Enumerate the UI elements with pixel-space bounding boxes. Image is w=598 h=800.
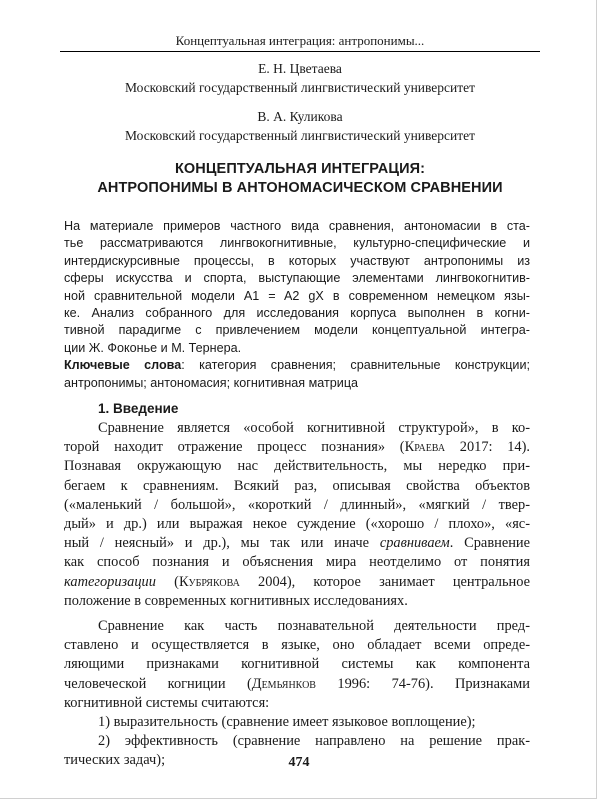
body-line: категоризации (Кубрякова 2004), которое занимает центральное [64,573,531,590]
body-line: Познавая окружающую нас действительность, мы нередко при- [64,458,530,475]
body-line: положение в современных когнитивных исследованиях. [64,592,408,609]
body-line: торой находит отражение процесс познания» (Краева 2017: 14). [64,439,530,456]
author-name: Е. Н. Цветаева [258,61,342,76]
abstract [64,218,530,392]
abstract-line: ции Ж. Фоконье и М. Тернера. [64,340,242,355]
body-line: Сравнение как часть познавательной деятельности пред- [98,618,530,634]
title-line: АНТРОПОНИМЫ В АНТОНОМАСИЧЕСКОМ СРАВНЕНИИ [97,180,503,196]
list-item: 2) эффективность (сравнение направлено на решение прак- [98,733,530,750]
title-line: КОНЦЕПТУАЛЬНАЯ ИНТЕГРАЦИЯ: [174,161,426,177]
body-paragraph-2 [64,617,530,771]
body-line: бегаем к сравнениям. Всякий раз, описывая свойства объектов [64,477,530,494]
article-title [60,160,540,198]
abstract-line: интердискурсивные процессы, в которых участвуют антропонимы из [64,253,530,268]
citation-author: Демьянков [251,675,316,692]
emphasis: категоризации [64,573,156,590]
body-paragraph-1 [64,419,530,611]
author-block-2 [60,107,540,145]
abstract-line: ке. Анализ собранного для исследования корпуса выполнен в когни- [64,306,530,321]
author-affiliation: Московский государственный лингвистический университет [124,80,476,95]
keywords-label: Ключевые слова [64,358,182,373]
body-line: когнитивной системы считаются: [64,694,270,711]
list-item-continuation: тических задач); [64,752,166,769]
body-line: дый» и др.) или выражая некое суждение («хорошо / плохо», «яс- [64,516,530,533]
author-name: В. А. Куликова [257,109,343,124]
body-line: («маленький / большой», «короткий / длинный», «мягкий / твер- [64,496,530,513]
body-line: человеческой когниции (Демьянков 1996: 74-76). Признаками [64,675,530,692]
abstract-line: тивной парадигме с привлечением модели концептуальной интегра- [64,323,530,338]
running-head: Концептуальная интеграция: антропонимы... [175,33,425,48]
citation-author: Краева [404,439,446,456]
list-item: 1) выразительность (сравнение имеет языковое воплощение); [98,714,476,731]
author-affiliation: Московский государственный лингвистический университет [124,128,476,143]
author-block-1 [60,59,540,97]
header-rule [60,51,540,52]
citation-author: Кубрякова [178,573,240,590]
abstract-line: сферы искусства и спорта, выступающие элементами лингвокогнитив- [64,271,530,286]
body-line: Сравнение является «особой когнитивной структурой», в ко- [98,420,530,436]
body-line: как способ познания и объяснения мира неотделимо от понятия [64,554,530,571]
abstract-line: ной сравнительной модели A1 = A2 gX в современном немецком язы- [64,288,530,303]
section-heading: 1. Введение [98,401,179,416]
emphasis: сравниваем [379,535,450,552]
body-line: ставлено и осуществляется в языке, оно обладает всеми опреде- [64,637,530,654]
abstract-line: На материале примеров частного вида сравнения, антономасии в ста- [64,219,530,233]
abstract-line: тье рассматриваются лингвокогнитивные, культурно-специфические и [64,236,530,251]
keywords-line [64,357,530,374]
body-line: ный / неясный» и др.), мы так или иначе сравниваем. Сравнение [64,535,530,552]
body-line: ляющими признаками когнитивной системы как компонента [64,656,530,673]
page-number: 474 [288,755,310,770]
keywords-text: : категория сравнения; сравнительные конструкции; [181,358,530,373]
keywords-line: антропонимы; антономасия; когнитивная матрица [64,375,359,390]
